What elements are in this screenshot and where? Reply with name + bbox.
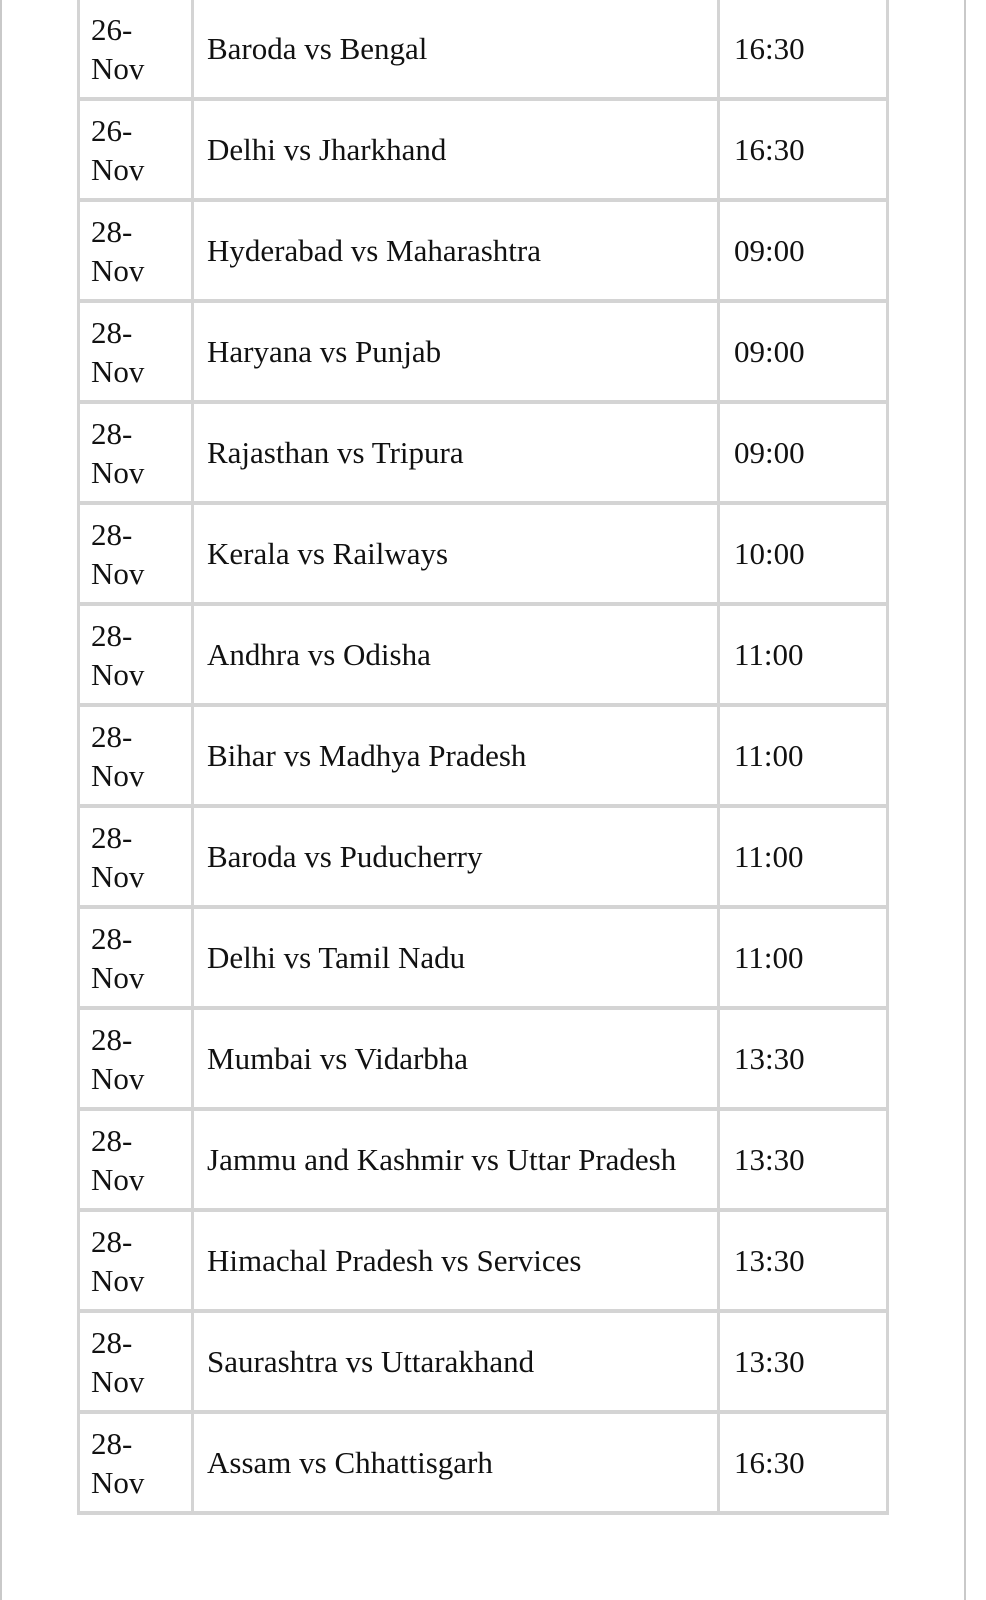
left-edge-divider <box>0 0 2 1600</box>
date-month: Nov <box>91 151 145 187</box>
match-cell: Himachal Pradesh vs Services <box>194 1212 720 1313</box>
date-month: Nov <box>91 1363 145 1399</box>
date-cell <box>77 505 194 606</box>
date-cell <box>77 707 194 808</box>
table-row <box>77 707 889 808</box>
time-cell: 11:00 <box>720 606 889 707</box>
table-row <box>77 303 889 404</box>
time-cell: 09:00 <box>720 202 889 303</box>
table-row <box>77 1212 889 1313</box>
match-cell: Delhi vs Tamil Nadu <box>194 909 720 1010</box>
match-cell: Kerala vs Railways <box>194 505 720 606</box>
date-cell <box>77 606 194 707</box>
match-schedule-table <box>77 0 889 1515</box>
date-month: Nov <box>91 858 145 894</box>
date-day: 28- <box>91 1122 133 1158</box>
match-cell: Andhra vs Odisha <box>194 606 720 707</box>
time-cell: 13:30 <box>720 1212 889 1313</box>
date-cell <box>77 909 194 1010</box>
table-row <box>77 1111 889 1212</box>
date-month: Nov <box>91 50 145 86</box>
date-day: 28- <box>91 617 133 653</box>
date-day: 28- <box>91 516 133 552</box>
time-cell: 11:00 <box>720 707 889 808</box>
date-day: 26- <box>91 11 133 47</box>
table-row <box>77 505 889 606</box>
match-cell: Hyderabad vs Maharashtra <box>194 202 720 303</box>
date-cell <box>77 404 194 505</box>
match-cell: Mumbai vs Vidarbha <box>194 1010 720 1111</box>
date-cell <box>77 1212 194 1313</box>
date-month: Nov <box>91 353 145 389</box>
date-day: 28- <box>91 819 133 855</box>
table-row <box>77 808 889 909</box>
match-cell: Rajasthan vs Tripura <box>194 404 720 505</box>
date-day: 28- <box>91 920 133 956</box>
time-cell: 09:00 <box>720 303 889 404</box>
date-month: Nov <box>91 1262 145 1298</box>
date-month: Nov <box>91 1464 145 1500</box>
time-cell: 10:00 <box>720 505 889 606</box>
date-month: Nov <box>91 959 145 995</box>
time-cell: 16:30 <box>720 1414 889 1515</box>
date-month: Nov <box>91 555 145 591</box>
date-cell <box>77 202 194 303</box>
date-month: Nov <box>91 656 145 692</box>
time-cell: 16:30 <box>720 0 889 101</box>
date-day: 28- <box>91 1425 133 1461</box>
right-edge-divider <box>964 0 966 1600</box>
date-day: 28- <box>91 1223 133 1259</box>
time-cell: 11:00 <box>720 808 889 909</box>
date-month: Nov <box>91 1060 145 1096</box>
table-row <box>77 101 889 202</box>
match-cell: Jammu and Kashmir vs Uttar Pradesh <box>194 1111 720 1212</box>
match-cell: Saurashtra vs Uttarakhand <box>194 1313 720 1414</box>
time-cell: 13:30 <box>720 1313 889 1414</box>
date-day: 28- <box>91 213 133 249</box>
time-cell: 13:30 <box>720 1010 889 1111</box>
match-cell: Baroda vs Puducherry <box>194 808 720 909</box>
match-cell: Delhi vs Jharkhand <box>194 101 720 202</box>
date-day: 26- <box>91 112 133 148</box>
date-day: 28- <box>91 415 133 451</box>
date-day: 28- <box>91 1021 133 1057</box>
table-row <box>77 202 889 303</box>
schedule-table-body <box>77 0 889 1515</box>
time-cell: 09:00 <box>720 404 889 505</box>
date-cell <box>77 101 194 202</box>
table-row <box>77 1010 889 1111</box>
match-cell: Bihar vs Madhya Pradesh <box>194 707 720 808</box>
match-cell: Assam vs Chhattisgarh <box>194 1414 720 1515</box>
table-row <box>77 606 889 707</box>
date-month: Nov <box>91 757 145 793</box>
date-cell <box>77 1313 194 1414</box>
match-cell: Baroda vs Bengal <box>194 0 720 101</box>
date-cell <box>77 1414 194 1515</box>
table-row <box>77 909 889 1010</box>
time-cell: 11:00 <box>720 909 889 1010</box>
date-cell <box>77 0 194 101</box>
date-cell <box>77 1111 194 1212</box>
date-cell <box>77 1010 194 1111</box>
table-row <box>77 1313 889 1414</box>
date-month: Nov <box>91 252 145 288</box>
date-day: 28- <box>91 718 133 754</box>
date-day: 28- <box>91 1324 133 1360</box>
table-row <box>77 0 889 101</box>
table-row <box>77 404 889 505</box>
date-cell <box>77 808 194 909</box>
match-cell: Haryana vs Punjab <box>194 303 720 404</box>
date-day: 28- <box>91 314 133 350</box>
time-cell: 13:30 <box>720 1111 889 1212</box>
table-row <box>77 1414 889 1515</box>
date-month: Nov <box>91 1161 145 1197</box>
date-cell <box>77 303 194 404</box>
time-cell: 16:30 <box>720 101 889 202</box>
date-month: Nov <box>91 454 145 490</box>
